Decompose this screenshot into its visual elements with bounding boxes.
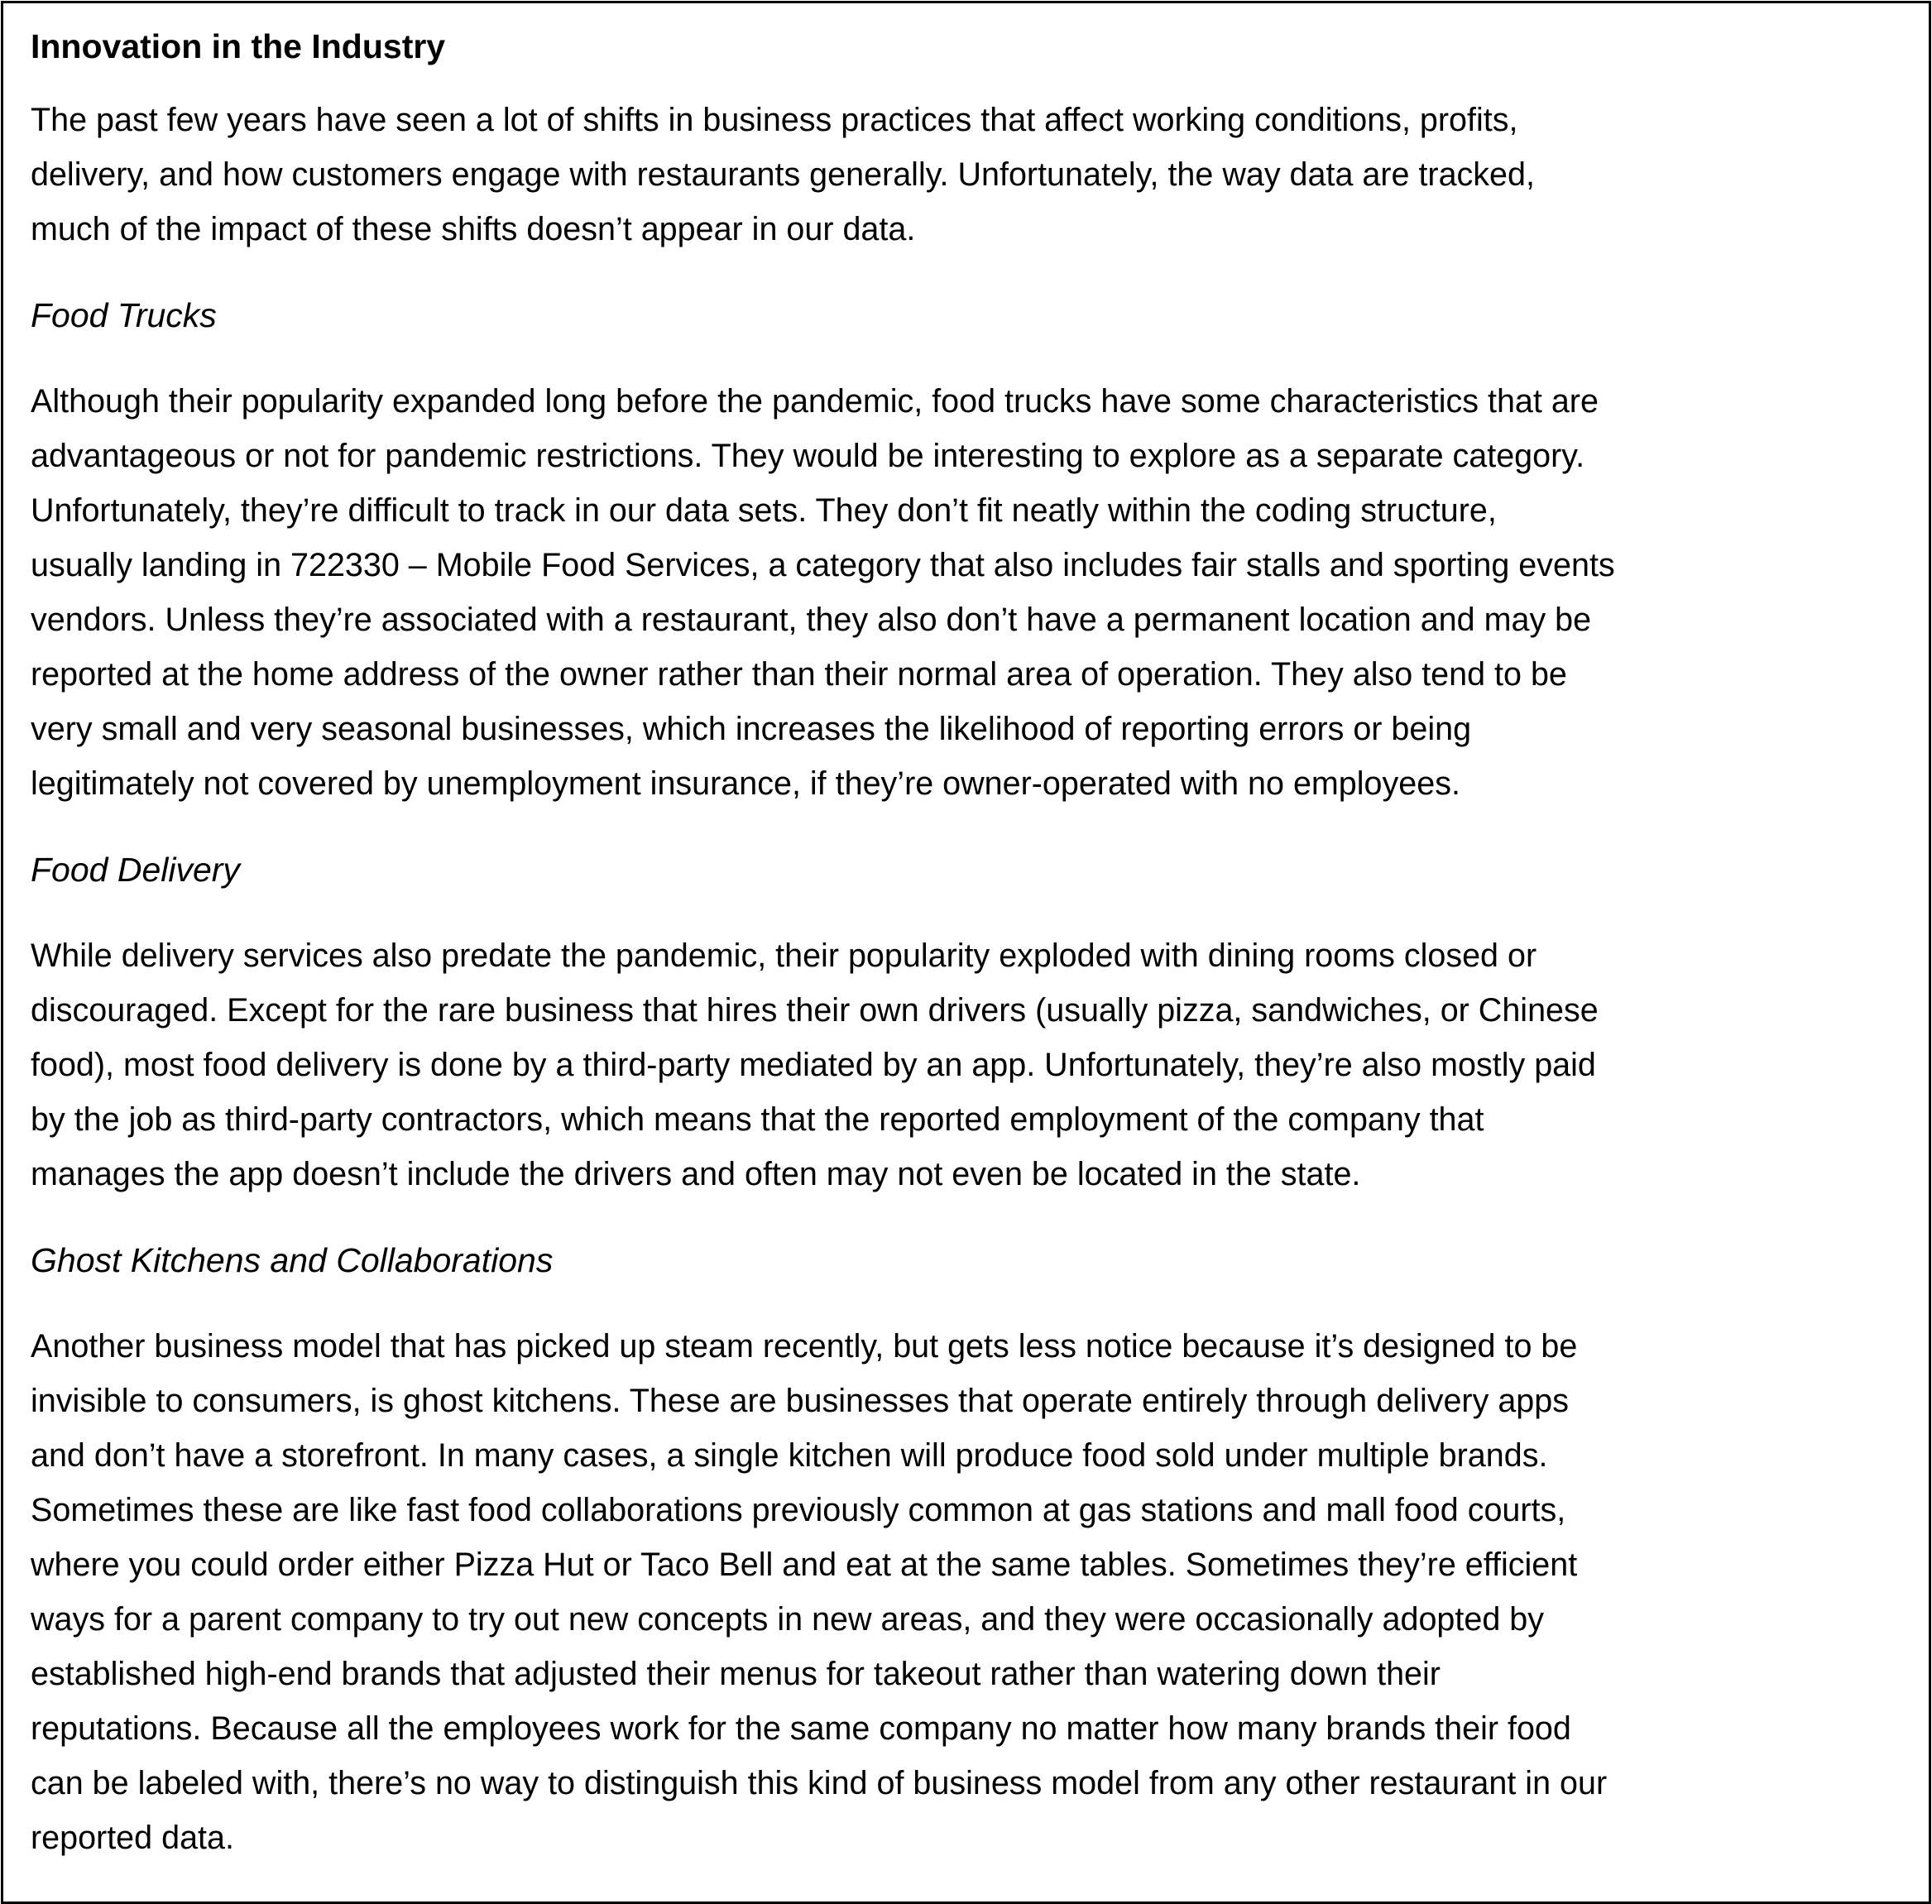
paragraph-line: Another business model that has picked up steam recently, but gets less notice because it’s designed to be: [31, 1328, 1578, 1364]
paragraph-line: reported at the home address of the owner rather than their normal area of operation. They also tend to be: [31, 656, 1567, 693]
paragraph-line: and don’t have a storefront. In many cases, a single kitchen will produce food sold under multiple brands.: [31, 1437, 1548, 1474]
section-heading-food-delivery: Food Delivery: [31, 851, 240, 889]
paragraph-line: reported data.: [31, 1820, 234, 1856]
paragraph-line: delivery, and how customers engage with restaurants generally. Unfortunately, the way data are tracked,: [31, 156, 1535, 193]
document-frame: [1, 1, 1931, 1904]
paragraph-line: established high-end brands that adjusted their menus for takeout rather than watering down their: [31, 1656, 1441, 1692]
section-heading-ghost-kitchens: Ghost Kitchens and Collaborations: [31, 1241, 554, 1279]
paragraph-line: Although their popularity expanded long before the pandemic, food trucks have some characteristics that are: [31, 383, 1599, 420]
paragraph-line: Sometimes these are like fast food collaborations previously common at gas stations and mall food courts,: [31, 1492, 1566, 1528]
document-title: Innovation in the Industry: [31, 27, 446, 65]
ghost-kitchens-paragraph: [31, 1319, 1914, 1865]
paragraph-line: very small and very seasonal businesses, which increases the likelihood of reporting errors or being: [31, 711, 1472, 747]
paragraph-line: legitimately not covered by unemployment insurance, if they’re owner-operated with no employees.: [31, 765, 1460, 802]
paragraph-line: food), most food delivery is done by a third-party mediated by an app. Unfortunately, they’re also mostly paid: [31, 1047, 1596, 1083]
section-heading-food-trucks: Food Trucks: [31, 296, 217, 334]
food-trucks-paragraph: [31, 374, 1914, 811]
intro-paragraph: [31, 93, 1914, 257]
paragraph-line: The past few years have seen a lot of shifts in business practices that affect working conditions, profits,: [31, 102, 1518, 138]
paragraph-line: much of the impact of these shifts doesn’t appear in our data.: [31, 211, 916, 247]
paragraph-line: usually landing in 722330 – Mobile Food Services, a category that also includes fair stalls and sporting events: [31, 547, 1615, 583]
paragraph-line: ways for a parent company to try out new concepts in new areas, and they were occasionally adopted by: [31, 1601, 1544, 1638]
paragraph-line: advantageous or not for pandemic restrictions. They would be interesting to explore as a separate category.: [31, 438, 1585, 474]
paragraph-line: manages the app doesn’t include the drivers and often may not even be located in the state.: [31, 1156, 1361, 1192]
paragraph-line: discouraged. Except for the rare business that hires their own drivers (usually pizza, sandwiches, or Chinese: [31, 992, 1599, 1029]
paragraph-line: where you could order either Pizza Hut or Taco Bell and eat at the same tables. Sometimes they’re efficient: [31, 1547, 1578, 1583]
document-body: [31, 22, 1914, 1899]
food-delivery-paragraph: [31, 928, 1914, 1201]
paragraph-line: Unfortunately, they’re difficult to track in our data sets. They don’t fit neatly within the coding structure,: [31, 492, 1497, 529]
paragraph-line: can be labeled with, there’s no way to distinguish this kind of business model from any other restaurant in our: [31, 1765, 1608, 1801]
paragraph-line: While delivery services also predate the pandemic, their popularity exploded with dining rooms closed or: [31, 938, 1537, 974]
paragraph-line: vendors. Unless they’re associated with a restaurant, they also don’t have a permanent location and may be: [31, 602, 1592, 638]
paragraph-line: reputations. Because all the employees work for the same company no matter how many brands their food: [31, 1710, 1571, 1747]
paragraph-line: invisible to consumers, is ghost kitchens. These are businesses that operate entirely through delivery apps: [31, 1383, 1569, 1419]
paragraph-line: by the job as third-party contractors, which means that the reported employment of the company that: [31, 1101, 1484, 1138]
